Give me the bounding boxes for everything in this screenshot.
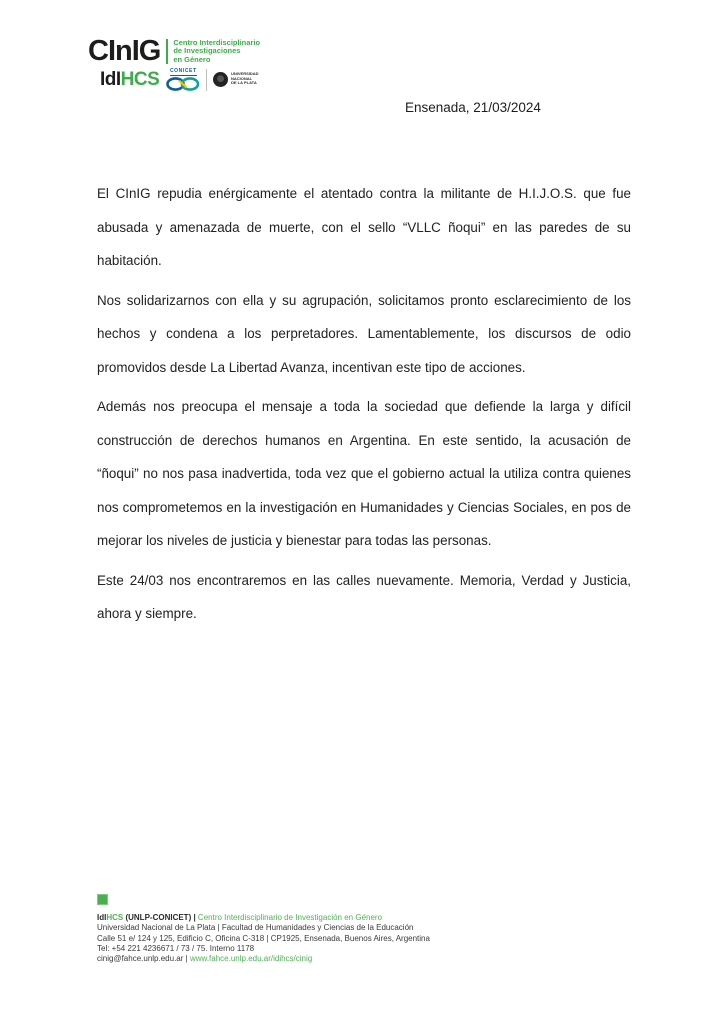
conicet-label: CONICET <box>169 68 197 74</box>
unlp-logo <box>213 71 265 88</box>
idihcs-wordmark <box>100 70 159 90</box>
footer-contact-line <box>97 954 517 964</box>
cinig-logo-block <box>88 35 266 91</box>
footer-address-line: Calle 51 e/ 124 y 125, Edificio C, Oficina C-318 | CP1925, Ensenada, Buenos Aires, Argentina <box>97 933 430 943</box>
footer <box>97 894 517 964</box>
idihcs-wordmark-green: HCS <box>120 68 160 90</box>
paragraph: Además nos preocupa el mensaje a toda la sociedad que defiende la larga y difícil construcción de derechos humanos en Argentina. En este sentido, la acusación de “ñoqui” no nos pasa inadvertida, toda vez que el gobierno actual la utiliza contra quienes nos comprometemos en la investigación en Humanidades y Ciencias Sociales, en pos de mejorar los niveles de justicia y bienestar para todas las personas. <box>97 399 631 548</box>
letter-date: Ensenada, 21/03/2024 <box>405 100 541 115</box>
footer-phone-line: Tel: +54 221 4236671 / 73 / 75. Interno 1178 <box>97 943 255 953</box>
conicet-infinity-icon <box>166 77 200 91</box>
unlp-label-line: DE LA PLATA <box>231 80 258 86</box>
conicet-logo <box>166 68 200 91</box>
unlp-label <box>231 73 259 86</box>
footer-text <box>97 913 517 964</box>
cinig-subtitle-line: Centro Interdisciplinario <box>173 37 261 47</box>
unlp-emblem-icon <box>213 72 228 87</box>
unlp-label-line: NACIONAL <box>231 76 253 82</box>
cinig-subtitle-line: en Género <box>173 54 211 64</box>
paragraph: Este 24/03 nos encontraremos en las calles nuevamente. Memoria, Verdad y Justicia, ahora y siempre. <box>97 572 631 621</box>
cinig-logo-row <box>88 35 266 67</box>
footer-green-square-icon <box>97 894 108 905</box>
idihcs-logo-row <box>100 68 266 91</box>
cinig-subtitle-line: de Investigaciones <box>173 46 241 56</box>
cinig-subtitle <box>173 38 260 65</box>
footer-url-link[interactable]: www.fahce.unlp.edu.ar/idihcs/cinig <box>189 954 313 964</box>
logo-divider <box>206 69 207 91</box>
footer-university-line: Universidad Nacional de La Plata | Facultad de Humanidades y Ciencias de la Educación <box>97 923 414 933</box>
footer-idihcs-black: IdI <box>97 913 107 922</box>
footer-org-black: (UNLP-CONICET) | <box>123 913 198 922</box>
footer-idihcs-green: HCS <box>106 913 124 922</box>
paragraph: Nos solidarizarnos con ella y su agrupación, solicitamos pronto esclarecimiento de los hechos y condena a los perpretadores. Lamentablemente, los discursos de odio promovidos desde La Libertad Avanza, incentivan este tipo de acciones. <box>97 292 631 375</box>
idihcs-wordmark-black: IdI <box>100 68 121 90</box>
footer-org-line <box>97 913 517 923</box>
logo-divider <box>166 39 168 64</box>
unlp-label-line: UNIVERSIDAD <box>231 72 259 77</box>
footer-contact-separator: | <box>183 954 190 964</box>
paragraph: El CInIG repudia enérgicamente el atentado contra la militante de H.I.J.O.S. que fue abusada y amenazada de muerte, con el sello “VLLC ñoqui” en las paredes de su habitación. <box>97 186 631 268</box>
cinig-wordmark: CInIG <box>88 35 161 67</box>
letter-body <box>97 177 631 637</box>
footer-email-link[interactable]: cinig@fahce.unlp.edu.ar <box>97 954 184 964</box>
footer-org-green: Centro Interdisciplinario de Investigación en Género <box>197 913 383 922</box>
